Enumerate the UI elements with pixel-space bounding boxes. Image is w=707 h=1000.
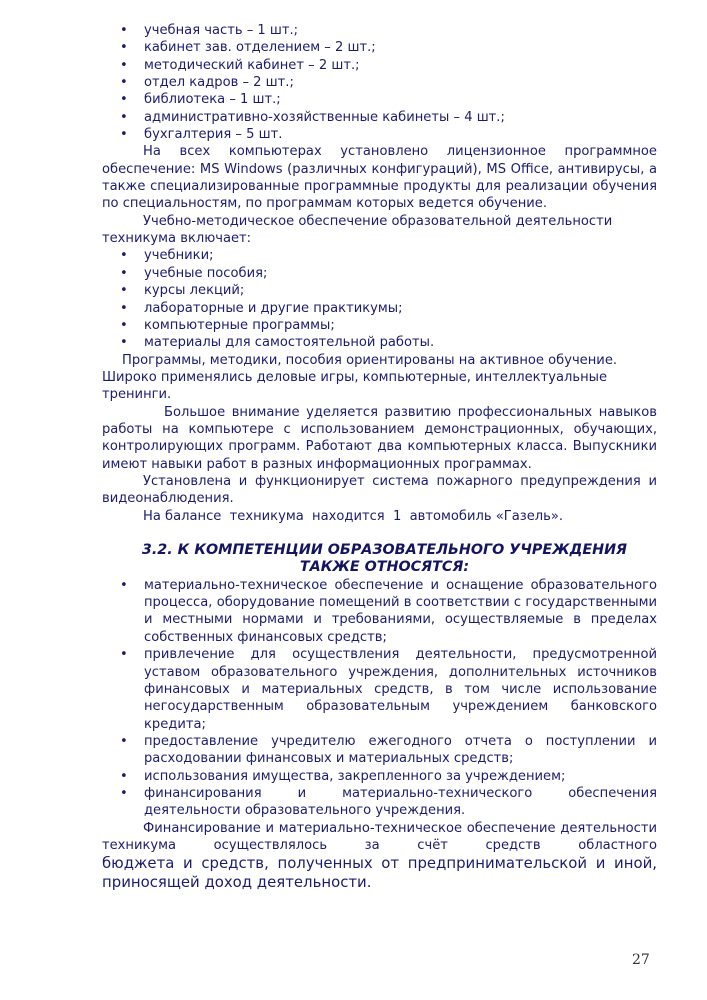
bullet-icon: •	[120, 248, 128, 264]
bullet-icon: •	[120, 577, 128, 593]
list-item: • предоставление учредителю ежегодного отчета о поступлении и расходовании финансовых и материальных средств;	[120, 733, 657, 767]
section-heading	[102, 542, 657, 577]
list-item: • бухгалтерия – 5 шт.	[120, 127, 283, 143]
bullet-icon: •	[120, 785, 128, 801]
list-item: • материалы для самостоятельной работы.	[120, 335, 435, 351]
bullet-icon: •	[120, 40, 128, 56]
bullet-icon: •	[120, 768, 128, 784]
list-item: • методический кабинет – 2 шт.;	[120, 57, 360, 73]
paragraph-car: На балансе техникума находится 1 автомобиль «Газель».	[143, 508, 564, 524]
paragraph-methodical-intro: Учебно-методическое обеспечение образовательной деятельности техникума включает:	[102, 213, 613, 247]
paragraph-programs: Программы, методики, пособия ориентированы на активное обучение. Широко применялись деловые игры, компьютерные, интеллектуальные тренинги.	[102, 352, 618, 403]
bullet-icon: •	[120, 733, 128, 749]
paragraph-attention: Большое внимание уделяется развитию профессиональных навыков работы на компьютере с использованием демонстрационных, обучающих, контролирующих программ. Работают два компьютерных класса. Выпускники имеют навыки работ в разных информационных программах.	[102, 404, 657, 472]
bullet-icon: •	[120, 647, 128, 663]
list-item: • лабораторные и другие практикумы;	[120, 300, 403, 316]
bullet-icon: •	[120, 127, 128, 143]
list-item: • учебная часть – 1 шт.;	[120, 23, 299, 38]
list-item: • административно-хозяйственные кабинеты – 4 шт.;	[120, 109, 505, 125]
list-item: • компьютерные программы;	[120, 317, 335, 333]
paragraph-financing-part1: Финансирование и материально-техническое обеспечение деятельности техникума осуществлялось за счёт средств областного	[102, 820, 657, 853]
paragraph-fire-system: Установлена и функционирует система пожарного предупреждения и видеонаблюдения.	[102, 473, 657, 507]
list-item: • использования имущества, закрепленного за учреждением;	[120, 768, 566, 784]
bullet-icon: •	[120, 300, 128, 316]
heading-line-1: 3.2. К КОМПЕТЕНЦИИ ОБРАЗОВАТЕЛЬНОГО УЧРЕЖДЕНИЯ	[141, 541, 628, 558]
bullet-icon: •	[120, 92, 128, 108]
bullet-icon: •	[120, 109, 128, 125]
list-item: • кабинет зав. отделением – 2 шт.;	[120, 40, 376, 56]
page-number: 27	[632, 952, 650, 968]
list-item: • финансирования и материально-технического обеспечения деятельности образовательного учреждения.	[120, 785, 657, 819]
list-item: • библиотека – 1 шт.;	[120, 92, 281, 108]
list-item: • учебники;	[120, 248, 214, 264]
bullet-icon: •	[120, 23, 128, 38]
list-item: • привлечение для осуществления деятельности, предусмотренной уставом образовательного учреждения, дополнительных источников финансовых и материальных средств, в том числе использование негосударственным образовательным учреждением банковского кредита;	[120, 647, 657, 732]
bullet-icon: •	[120, 317, 128, 333]
paragraph-financing-part2: бюджета и средств, полученных от предпринимательской и иной, приносящей доход деятельности.	[102, 854, 657, 892]
paragraph-software: На всех компьютерах установлено лицензионное программное обеспечение: MS Windows (различных конфигураций), MS Office, антивирусы, а также специализированные программные продукты для реализации обучения по специальностям, по программам которых ведется обучение.	[102, 144, 657, 212]
rooms-list	[102, 22, 657, 143]
list-item: • материально-техническое обеспечение и оснащение образовательного процесса, оборудование помещений в соответствии с государственными и местными нормами и требованиями, осуществляемые в пределах собственных финансовых средств;	[120, 577, 657, 645]
bullet-icon: •	[120, 57, 128, 73]
list-item: • отдел кадров – 2 шт.;	[120, 75, 294, 91]
list-item: • учебные пособия;	[120, 265, 268, 281]
bullet-icon: •	[120, 265, 128, 281]
methodical-list	[102, 247, 657, 351]
bullet-icon: •	[120, 283, 128, 299]
bullet-icon: •	[120, 335, 128, 351]
bullet-icon: •	[120, 75, 128, 91]
competence-list	[102, 577, 657, 820]
list-item: • курсы лекций;	[120, 283, 245, 299]
document-page	[102, 22, 657, 892]
heading-line-2: ТАКЖЕ ОТНОСЯТСЯ:	[299, 559, 470, 576]
